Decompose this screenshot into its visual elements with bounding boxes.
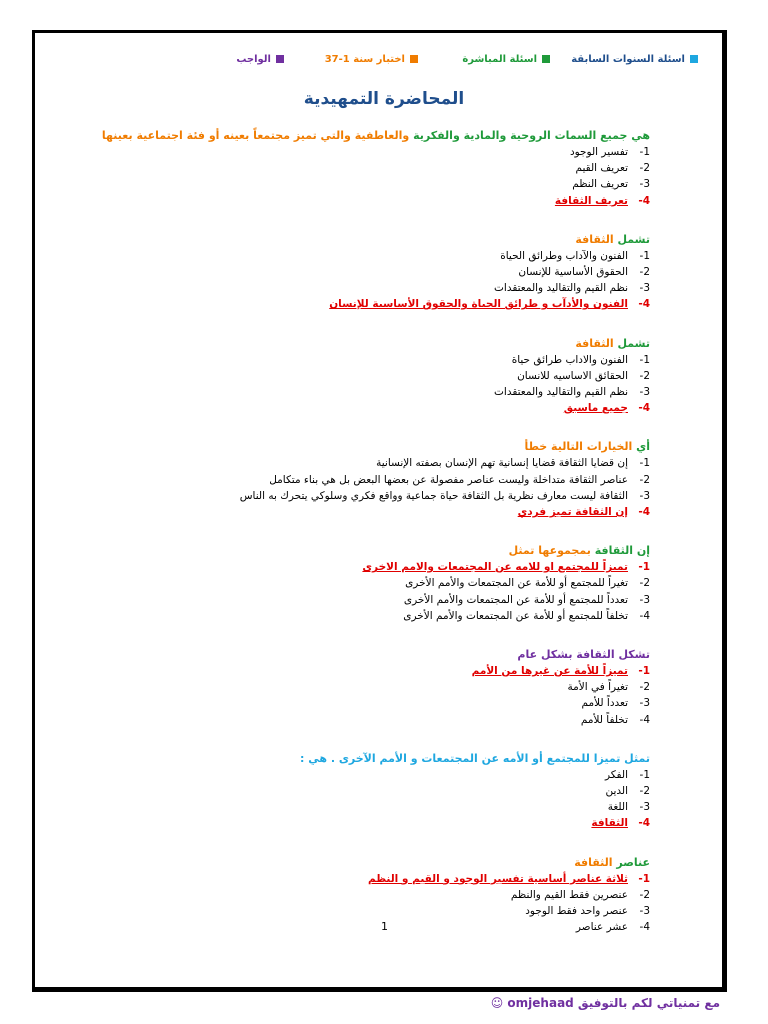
option-number: 4- <box>639 921 650 934</box>
option-number: 2- <box>639 577 650 590</box>
option-text: الثقافة ليست معارف نظرية بل الثقافة حياة جماعية وواقع فكري وسلوكي يتحرك به الناس <box>239 489 628 502</box>
legend <box>60 54 698 70</box>
correct-answer-option <box>90 559 650 575</box>
option-text: إن الثقافة تميز فردي <box>517 506 628 519</box>
option-number: 1- <box>639 457 650 470</box>
option-text: الفنون والأدآب و طرائق الحياة والحقوق الأساسية للإنسان <box>329 298 628 311</box>
option-number: 3- <box>639 282 650 295</box>
legend-swatch <box>542 55 550 63</box>
answer-option <box>90 176 650 192</box>
question-title <box>90 751 650 767</box>
page-title: المحاضرة التمهيدية <box>303 89 465 109</box>
legend-direct: اسئلة المباشرة <box>462 54 550 65</box>
legend-swatch <box>276 55 284 63</box>
option-text: الفكر <box>604 768 628 781</box>
option-text: جميع ماسبق <box>563 402 628 415</box>
option-number: 1- <box>638 665 650 678</box>
answer-option <box>90 368 650 384</box>
question-block <box>90 647 650 728</box>
answer-option <box>90 592 650 608</box>
question-title-part: تشمل <box>613 232 650 246</box>
answer-option <box>90 679 650 695</box>
option-number: 2- <box>639 473 650 486</box>
footer-note: مع تمنياتي لكم بالتوفيق omjehaad ☺ <box>490 996 720 1010</box>
question-block <box>90 336 650 417</box>
question-title-part: تشكل الثقافة بشكل عام <box>517 648 650 662</box>
question-title <box>90 543 650 559</box>
answer-option <box>90 160 650 176</box>
option-text: اللغة <box>607 801 628 814</box>
question-title-part: الخيارات التالية خطأ <box>524 440 633 454</box>
question-title-part: إن الثقافة <box>590 544 650 558</box>
answer-option <box>90 352 650 368</box>
option-text: نظم القيم والتقاليد والمعتقدات <box>494 386 628 399</box>
correct-answer-option <box>90 193 650 209</box>
page-number: 1 <box>381 920 388 933</box>
question-block <box>90 128 650 209</box>
correct-answer-option <box>90 400 650 416</box>
legend-swatch <box>690 55 698 63</box>
question-title <box>90 855 650 871</box>
option-number: 1- <box>639 249 650 262</box>
option-number: 4- <box>638 506 650 519</box>
answer-option <box>90 472 650 488</box>
question-title-part: أي <box>632 440 650 454</box>
option-number: 3- <box>639 905 650 918</box>
option-text: تغيراً في الأمة <box>567 681 628 694</box>
answer-option <box>90 280 650 296</box>
question-title-part: هي جميع السمات الروحية والمادية والفكرية <box>409 129 650 142</box>
option-text: تخلفاً للأمم <box>580 713 628 726</box>
answer-option <box>90 575 650 591</box>
option-number: 3- <box>639 489 650 502</box>
option-number: 2- <box>639 785 650 798</box>
option-number: 4- <box>638 298 650 311</box>
option-text: الفنون والآداب وطرائق الحياة <box>500 249 628 262</box>
answer-option <box>90 144 650 160</box>
answer-option <box>90 799 650 815</box>
answer-option <box>90 384 650 400</box>
question-title-part: الثقافة <box>574 855 613 869</box>
answer-option <box>90 608 650 624</box>
correct-answer-option <box>90 815 650 831</box>
question-title-part: عناصر <box>612 855 650 869</box>
option-number: 2- <box>639 266 650 279</box>
option-number: 4- <box>638 194 650 207</box>
option-text: الثقافة <box>591 817 628 830</box>
option-text: تعدداً للمجتمع أو للأمة عن المجتمعات والأمم الأخرى <box>403 593 628 606</box>
correct-answer-option <box>90 871 650 887</box>
question-title <box>90 439 650 455</box>
question-title-part: تمثل تميزا للمجتمع أو الأمه عن المجتمعات و الأمم الآخرى . هي : <box>300 751 650 765</box>
question-title-part: بمجموعها تمثل <box>508 544 591 558</box>
option-number: 1- <box>639 146 650 158</box>
option-number: 3- <box>639 178 650 191</box>
option-text: إن قضايا الثقافة قضايا إنسانية تهم الإنسان بصفته الإنسانية <box>376 457 628 470</box>
option-text: تميزاً للمجتمع او للامه عن المجتمعات والامم الاخرى <box>362 561 628 574</box>
option-number: 2- <box>639 369 650 382</box>
question-title-part: الثقافة <box>575 232 614 246</box>
option-number: 1- <box>639 353 650 366</box>
question-title-part: تشمل <box>613 336 650 350</box>
option-text: تخلفاً للمجتمع أو للأمة عن المجتمعات والأمم الأخرى <box>403 609 628 622</box>
correct-answer-option <box>90 663 650 679</box>
option-text: نظم القيم والتقاليد والمعتقدات <box>494 282 628 295</box>
question-block <box>90 439 650 520</box>
questions <box>90 128 650 936</box>
answer-option <box>90 488 650 504</box>
answer-option <box>90 767 650 783</box>
option-text: تعريف النظم <box>572 178 628 191</box>
correct-answer-option <box>90 504 650 520</box>
option-text: الفنون والاداب طرائق حياة <box>511 353 628 366</box>
option-number: 2- <box>639 888 650 901</box>
option-number: 3- <box>639 386 650 399</box>
option-number: 3- <box>639 801 650 814</box>
answer-option <box>90 712 650 728</box>
option-number: 4- <box>638 817 650 830</box>
legend-homework: الواجب <box>236 54 284 65</box>
option-number: 2- <box>639 162 650 175</box>
option-text: عنصر واحد فقط الوجود <box>525 905 628 918</box>
option-number: 1- <box>638 872 650 885</box>
legend-exam: اختبار سنة 1-37 <box>325 54 418 65</box>
option-number: 4- <box>639 713 650 726</box>
question-title <box>90 232 650 248</box>
answer-option <box>90 887 650 903</box>
answer-option <box>90 919 650 935</box>
answer-option <box>90 248 650 264</box>
option-text: تفسير الوجود <box>569 146 628 158</box>
answer-option <box>90 695 650 711</box>
correct-answer-option <box>90 296 650 312</box>
answer-option <box>90 264 650 280</box>
option-number: 3- <box>639 697 650 710</box>
option-text: تعريف الثقافة <box>554 194 628 207</box>
option-text: عناصر الثقافة متداخلة وليست عناصر مفصولة عن بعضها البعض بل هي بناء متكامل <box>269 473 628 486</box>
option-number: 1- <box>638 561 650 574</box>
question-title <box>90 128 650 144</box>
answer-option <box>90 783 650 799</box>
question-title <box>90 647 650 663</box>
question-title <box>90 336 650 352</box>
question-block <box>90 232 650 313</box>
option-text: تغيراً للمجتمع أو للأمة عن المجتمعات والأمم الأخرى <box>405 577 628 590</box>
option-text: الدين <box>605 785 628 798</box>
legend-swatch <box>410 55 418 63</box>
option-number: 2- <box>639 681 650 694</box>
option-number: 4- <box>639 609 650 622</box>
option-text: تميزاً للأمة عن غيرها من الأمم <box>471 665 628 678</box>
question-block <box>90 543 650 624</box>
option-text: عنصرين فقط القيم والنظم <box>510 888 628 901</box>
question-title-part: الثقافة <box>575 336 614 350</box>
question-block <box>90 751 650 832</box>
question-title-part: والعاطفية والتي تميز مجتمعاً بعينه أو فئة اجتماعية بعينها <box>101 129 410 142</box>
option-number: 3- <box>639 593 650 606</box>
option-text: الحقوق الأساسية للإنسان <box>518 266 628 279</box>
option-number: 4- <box>638 402 650 415</box>
answer-option <box>90 903 650 919</box>
question-block <box>90 855 650 936</box>
option-text: تعريف القيم <box>575 162 628 175</box>
option-text: ثلاثة عناصر أساسية تفسير الوجود و القيم و النظم <box>367 872 628 885</box>
option-text: الحقائق الاساسيه للانسان <box>517 369 628 382</box>
option-text: تعدداً للأمم <box>581 697 628 710</box>
answer-option <box>90 455 650 471</box>
option-text: عشر عناصر <box>575 921 628 934</box>
legend-previous-years: اسئلة السنوات السابقة <box>571 54 698 65</box>
option-number: 1- <box>639 768 650 781</box>
